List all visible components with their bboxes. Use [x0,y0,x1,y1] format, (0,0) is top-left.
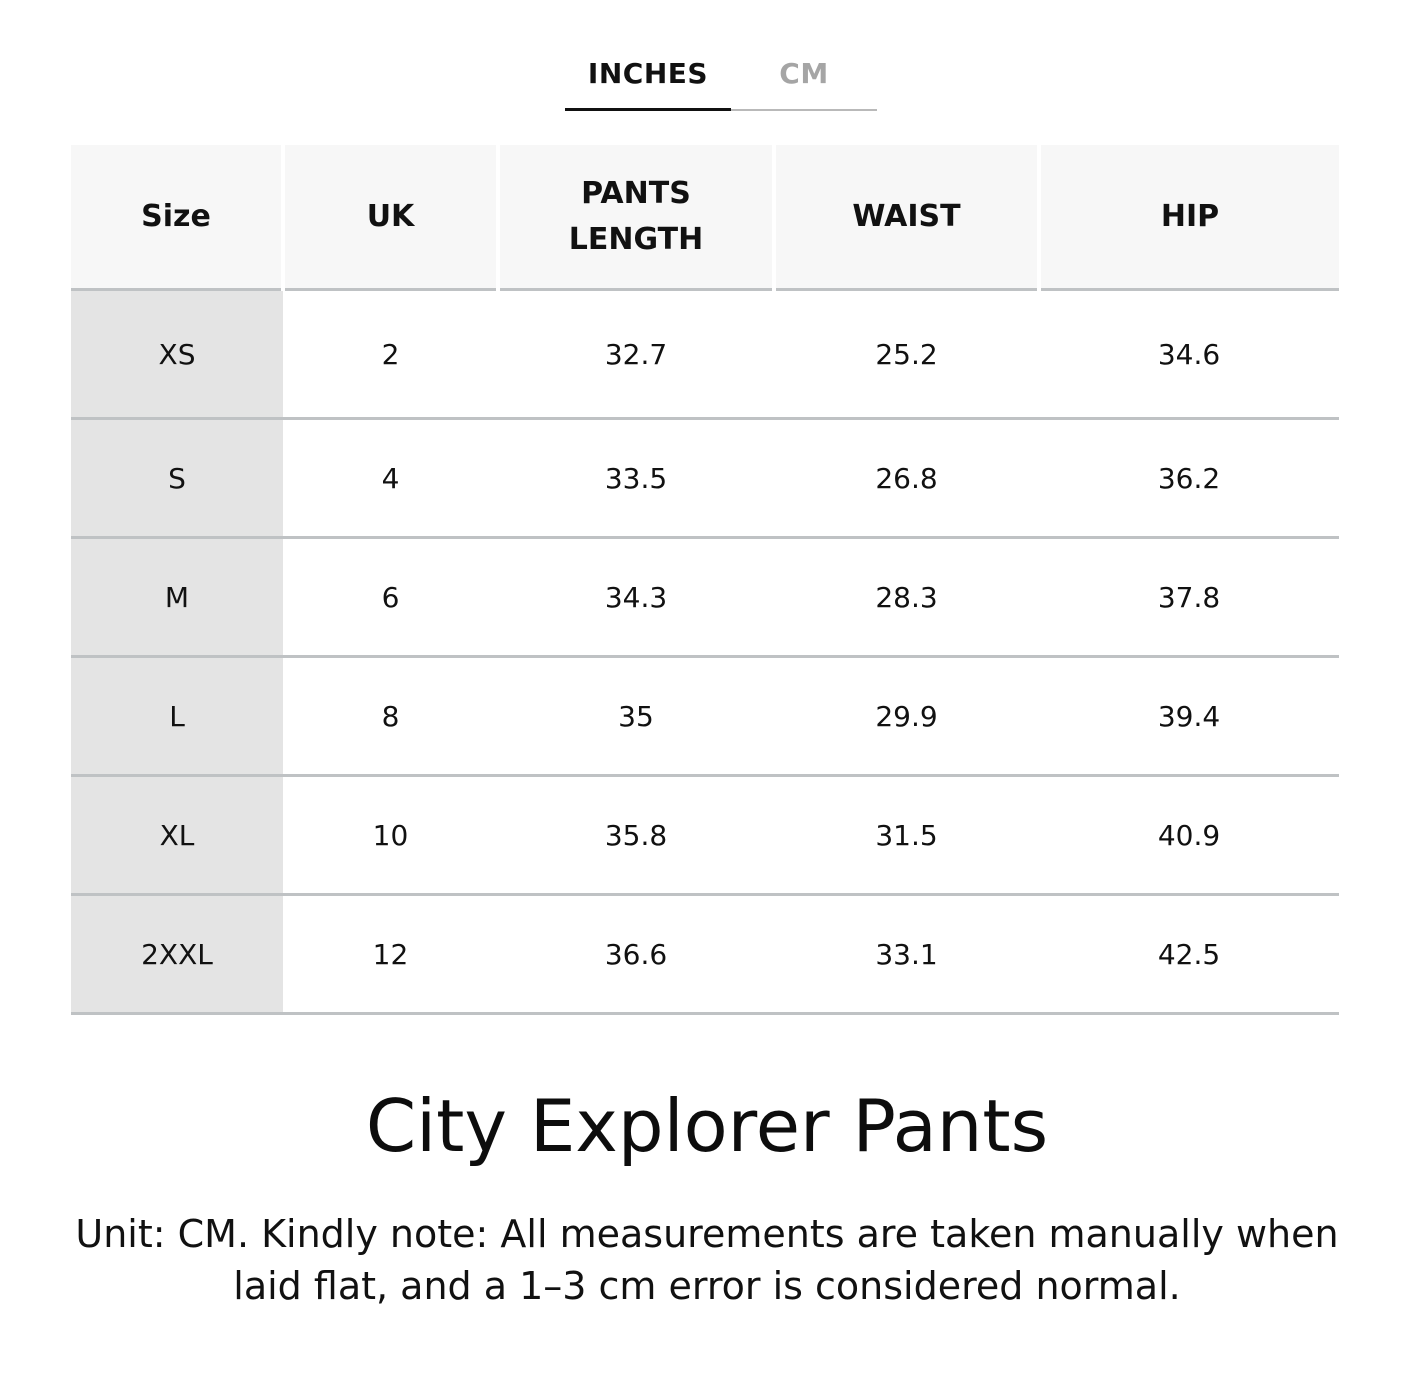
uk-cell: 2 [283,290,498,419]
pants-length-cell: 32.7 [498,290,774,419]
uk-cell: 10 [283,776,498,895]
pants-length-cell: 36.6 [498,895,774,1014]
tab-inches[interactable]: INCHES [565,40,731,109]
waist-cell: 26.8 [774,419,1039,538]
header-pants-length-line2: LENGTH [568,221,704,257]
header-waist: WAIST [774,145,1039,290]
uk-cell: 4 [283,419,498,538]
size-chart-table [71,145,1339,1015]
pants-length-cell: 33.5 [498,419,774,538]
tab-cm[interactable]: CM [779,57,829,90]
unit-tabs [565,40,877,111]
header-pants-length [498,145,774,290]
uk-cell: 12 [283,895,498,1014]
table-row [71,419,1339,538]
table-row [71,895,1339,1014]
waist-cell: 31.5 [774,776,1039,895]
header-uk: UK [283,145,498,290]
uk-cell: 8 [283,657,498,776]
size-cell: 2XXL [71,895,283,1014]
pants-length-cell: 35 [498,657,774,776]
size-cell: L [71,657,283,776]
table-row [71,657,1339,776]
table-row [71,290,1339,419]
hip-cell: 42.5 [1039,895,1339,1014]
hip-cell: 39.4 [1039,657,1339,776]
table-row [71,538,1339,657]
hip-cell: 37.8 [1039,538,1339,657]
waist-cell: 29.9 [774,657,1039,776]
pants-length-cell: 35.8 [498,776,774,895]
waist-cell: 33.1 [774,895,1039,1014]
size-cell: S [71,419,283,538]
size-cell: M [71,538,283,657]
header-pants-length-line1: PANTS [581,175,691,211]
uk-cell: 6 [283,538,498,657]
hip-cell: 34.6 [1039,290,1339,419]
size-cell: XL [71,776,283,895]
waist-cell: 28.3 [774,538,1039,657]
table-row [71,776,1339,895]
hip-cell: 36.2 [1039,419,1339,538]
waist-cell: 25.2 [774,290,1039,419]
size-cell: XS [71,290,283,419]
table-header-row [71,145,1339,290]
hip-cell: 40.9 [1039,776,1339,895]
measurement-note: Unit: CM. Kindly note: All measurements are taken manually when laid flat, and a 1–3 cm error is considered normal. [75,1212,1339,1308]
header-hip: HIP [1039,145,1339,290]
product-title: City Explorer Pants [365,1084,1049,1168]
header-size: Size [71,145,283,290]
pants-length-cell: 34.3 [498,538,774,657]
